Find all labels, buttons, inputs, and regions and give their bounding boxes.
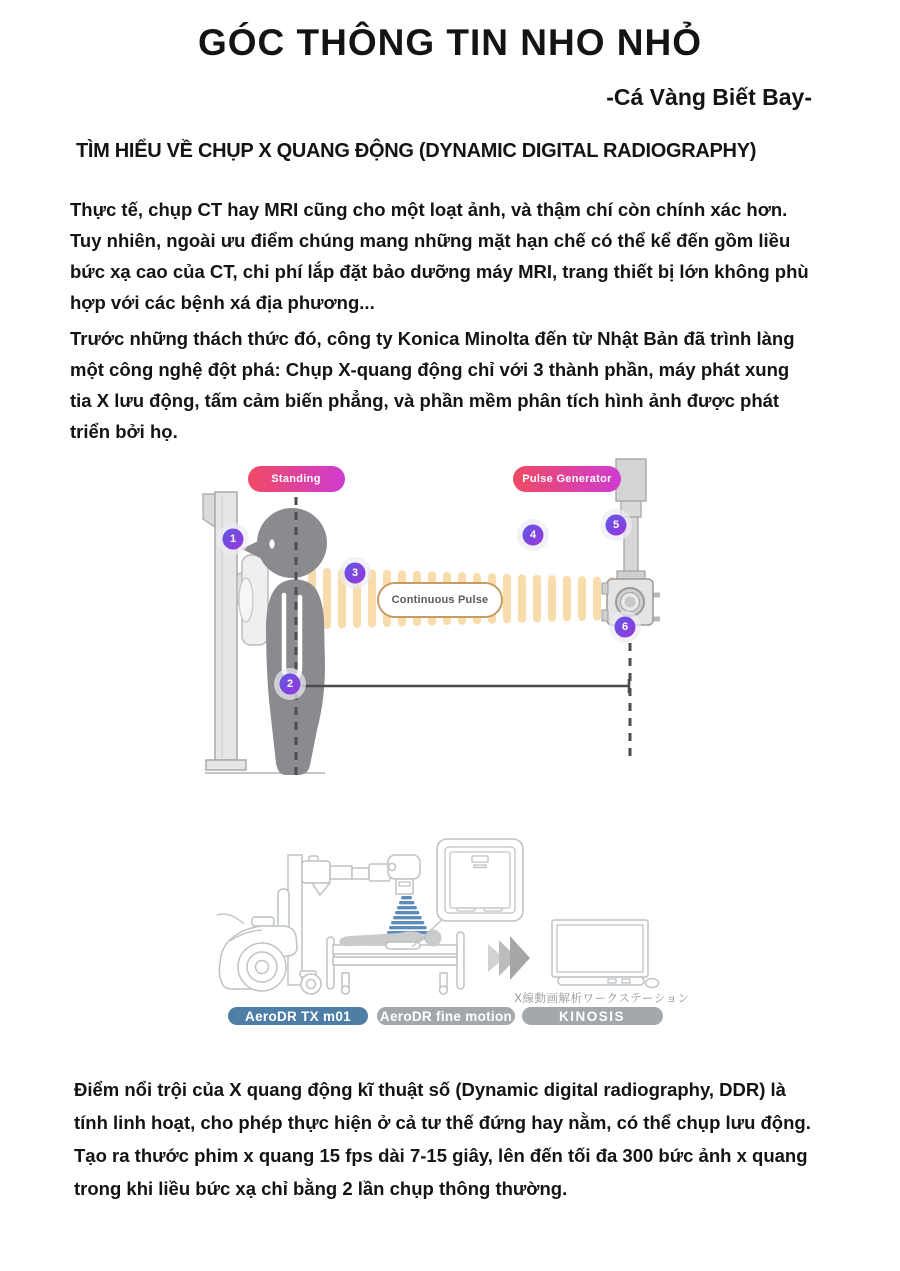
- text-line: tính linh hoạt, cho phép thực hiện ở cả tư thế đứng hay nằm, có thể chụp lưu động.: [74, 1112, 811, 1133]
- text-line: Thực tế, chụp CT hay MRI cũng cho một loạt ảnh, và thậm chí còn chính xác hơn.: [70, 199, 788, 220]
- text-line: bức xạ cao của CT, chi phí lắp đặt bảo dưỡng máy MRI, trang thiết bị lớn không phù: [70, 261, 809, 282]
- workstation-caption: X線動画解析ワークステーション: [514, 993, 690, 1005]
- continuous-pulse-label: [378, 583, 502, 617]
- author-byline: -Cá Vàng Biết Bay-: [606, 84, 812, 110]
- svg-text:AeroDR fine motion: AeroDR fine motion: [379, 1009, 513, 1024]
- detector-under-patient: [386, 942, 420, 949]
- marker-2: [274, 668, 306, 700]
- text-line: Tạo ra thước phim x quang 15 fps dài 7-15 giây, lên đến tối đa 300 bức ảnh x quang: [74, 1145, 808, 1166]
- mobile-xray-cart: [217, 855, 420, 994]
- eye-dot: [269, 539, 274, 548]
- label-aerodr-fine-motion: [377, 1007, 515, 1025]
- paragraph-advantages: [74, 1073, 811, 1205]
- svg-text:AeroDR TX m01: AeroDR TX m01: [245, 1009, 351, 1024]
- data-transfer-arrows: [488, 936, 530, 980]
- label-aerodr-tx-m01: [228, 1007, 368, 1025]
- svg-text:1: 1: [229, 533, 237, 545]
- svg-text:6: 6: [621, 621, 629, 633]
- text-line: hợp với các bệnh xá địa phương...: [70, 292, 375, 313]
- standing-exam-diagram: [180, 455, 660, 785]
- marker-1: [217, 523, 249, 555]
- svg-text:3: 3: [351, 567, 359, 579]
- svg-text:2: 2: [286, 678, 294, 690]
- cart-handlebar: [217, 914, 244, 924]
- text-line: tia X lưu động, tấm cảm biến phẳng, và phần mềm phân tích hình ảnh được phát: [70, 390, 780, 411]
- svg-text:Continuous Pulse: Continuous Pulse: [391, 594, 489, 606]
- text-line: trong khi liều bức xạ chỉ bằng 2 lần chụp thông thường.: [74, 1178, 568, 1199]
- paragraph-konica: [70, 323, 795, 447]
- mouse-icon: [646, 979, 659, 988]
- svg-text:5: 5: [612, 519, 620, 531]
- paragraph-intro: [70, 194, 809, 318]
- label-kinosis: [522, 1007, 663, 1025]
- workstation-monitor: [552, 920, 659, 988]
- marker-3: [339, 557, 371, 589]
- tube-handle: [653, 595, 660, 619]
- svg-text:KINOSIS: KINOSIS: [558, 1009, 626, 1024]
- distance-line: [302, 679, 629, 693]
- svg-text:Pulse Generator: Pulse Generator: [522, 473, 612, 485]
- marker-5: [600, 509, 632, 541]
- text-line: Trước những thách thức đó, công ty Konica Minolta đến từ Nhật Bản đã trình làng: [70, 328, 795, 349]
- marker-6: [609, 611, 641, 643]
- mobile-exam-diagram: [200, 825, 700, 1040]
- text-line: một công nghệ đột phá: Chụp X-quang động chỉ với 3 thành phần, máy phát xung: [70, 359, 790, 380]
- standing-badge: [248, 466, 345, 492]
- page-title: GÓC THÔNG TIN NHO NHỎ: [197, 22, 703, 63]
- marker-4: [517, 519, 549, 551]
- topic-heading: TÌM HIỂU VỀ CHỤP X QUANG ĐỘNG (DYNAMIC DIGITAL RADIOGRAPHY): [76, 140, 757, 162]
- svg-text:Standing: Standing: [271, 473, 321, 485]
- pulse-generator-badge: [513, 466, 621, 492]
- text-line: Điểm nổi trội của X quang động kĩ thuật số (Dynamic digital radiography, DDR) là: [74, 1079, 786, 1100]
- svg-text:4: 4: [529, 529, 537, 541]
- text-line: Tuy nhiên, ngoài ưu điểm chúng mang những mặt hạn chế có thể kể đến gồm liều: [70, 230, 791, 251]
- patient-bed: [327, 930, 464, 995]
- text-line: triển bởi họ.: [70, 421, 178, 442]
